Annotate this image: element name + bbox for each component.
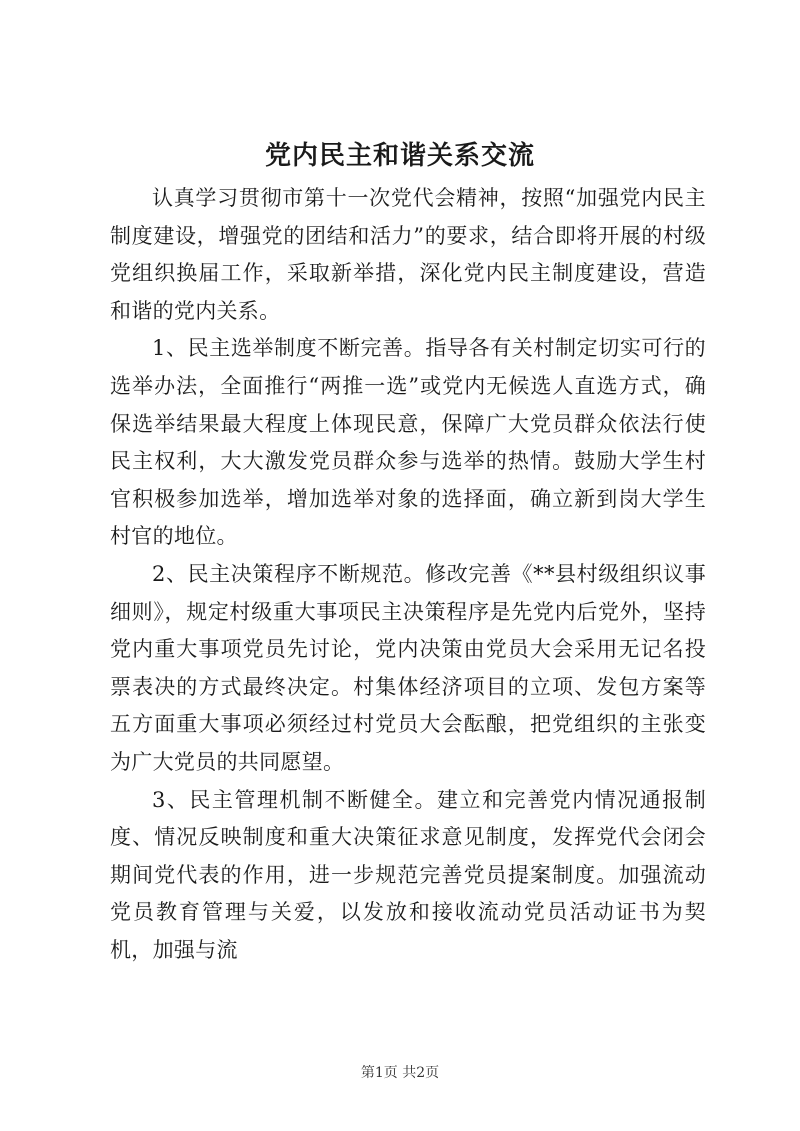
document-title: 党内民主和谐关系交流 bbox=[264, 141, 535, 171]
paragraph-1-election: 1、民主选举制度不断完善。指导各有关村制定切实可行的选举办法，全面推行“两推一选”或党内无候选人直选方式，确保选举结果最大程度上体现民意，保障广大党员群众依法行使民主权利，大大激发党员群众参与选举的热情。鼓励大学生村官积极参加选举，增加选举对象的选择面，确立新到岗大学生村官的地位。 bbox=[110, 336, 706, 549]
paragraph-3-management: 3、民主管理机制不断健全。建立和完善党内情况通报制度、情况反映制度和重大决策征求意见制度，发挥党代会闭会期间党代表的作用，进一步规范完善党员提案制度。加强流动党员教育管理与关爱，以发放和接收流动党员活动证书为契机，加强与流 bbox=[110, 787, 706, 962]
page-number-footer: 第1页 共2页 bbox=[360, 1065, 440, 1081]
paragraph-intro: 认真学习贯彻市第十一次党代会精神，按照“加强党内民主制度建设，增强党的团结和活力”的要求，结合即将开展的村级党组织换届工作，采取新举措，深化党内民主制度建设，营造和谐的党内关系。 bbox=[110, 186, 706, 323]
paragraph-2-decision: 2、民主决策程序不断规范。修改完善《**县村级组织议事细则》，规定村级重大事项民主决策程序是先党内后党外，坚持党内重大事项党员先讨论，党内决策由党员大会采用无记名投票表决的方式最终决定。村集体经济项目的立项、发包方案等五方面重大事项必须经过村党员大会酝酿，把党组织的主张变为广大党员的共同愿望。 bbox=[110, 561, 706, 774]
document-body bbox=[110, 180, 706, 969]
